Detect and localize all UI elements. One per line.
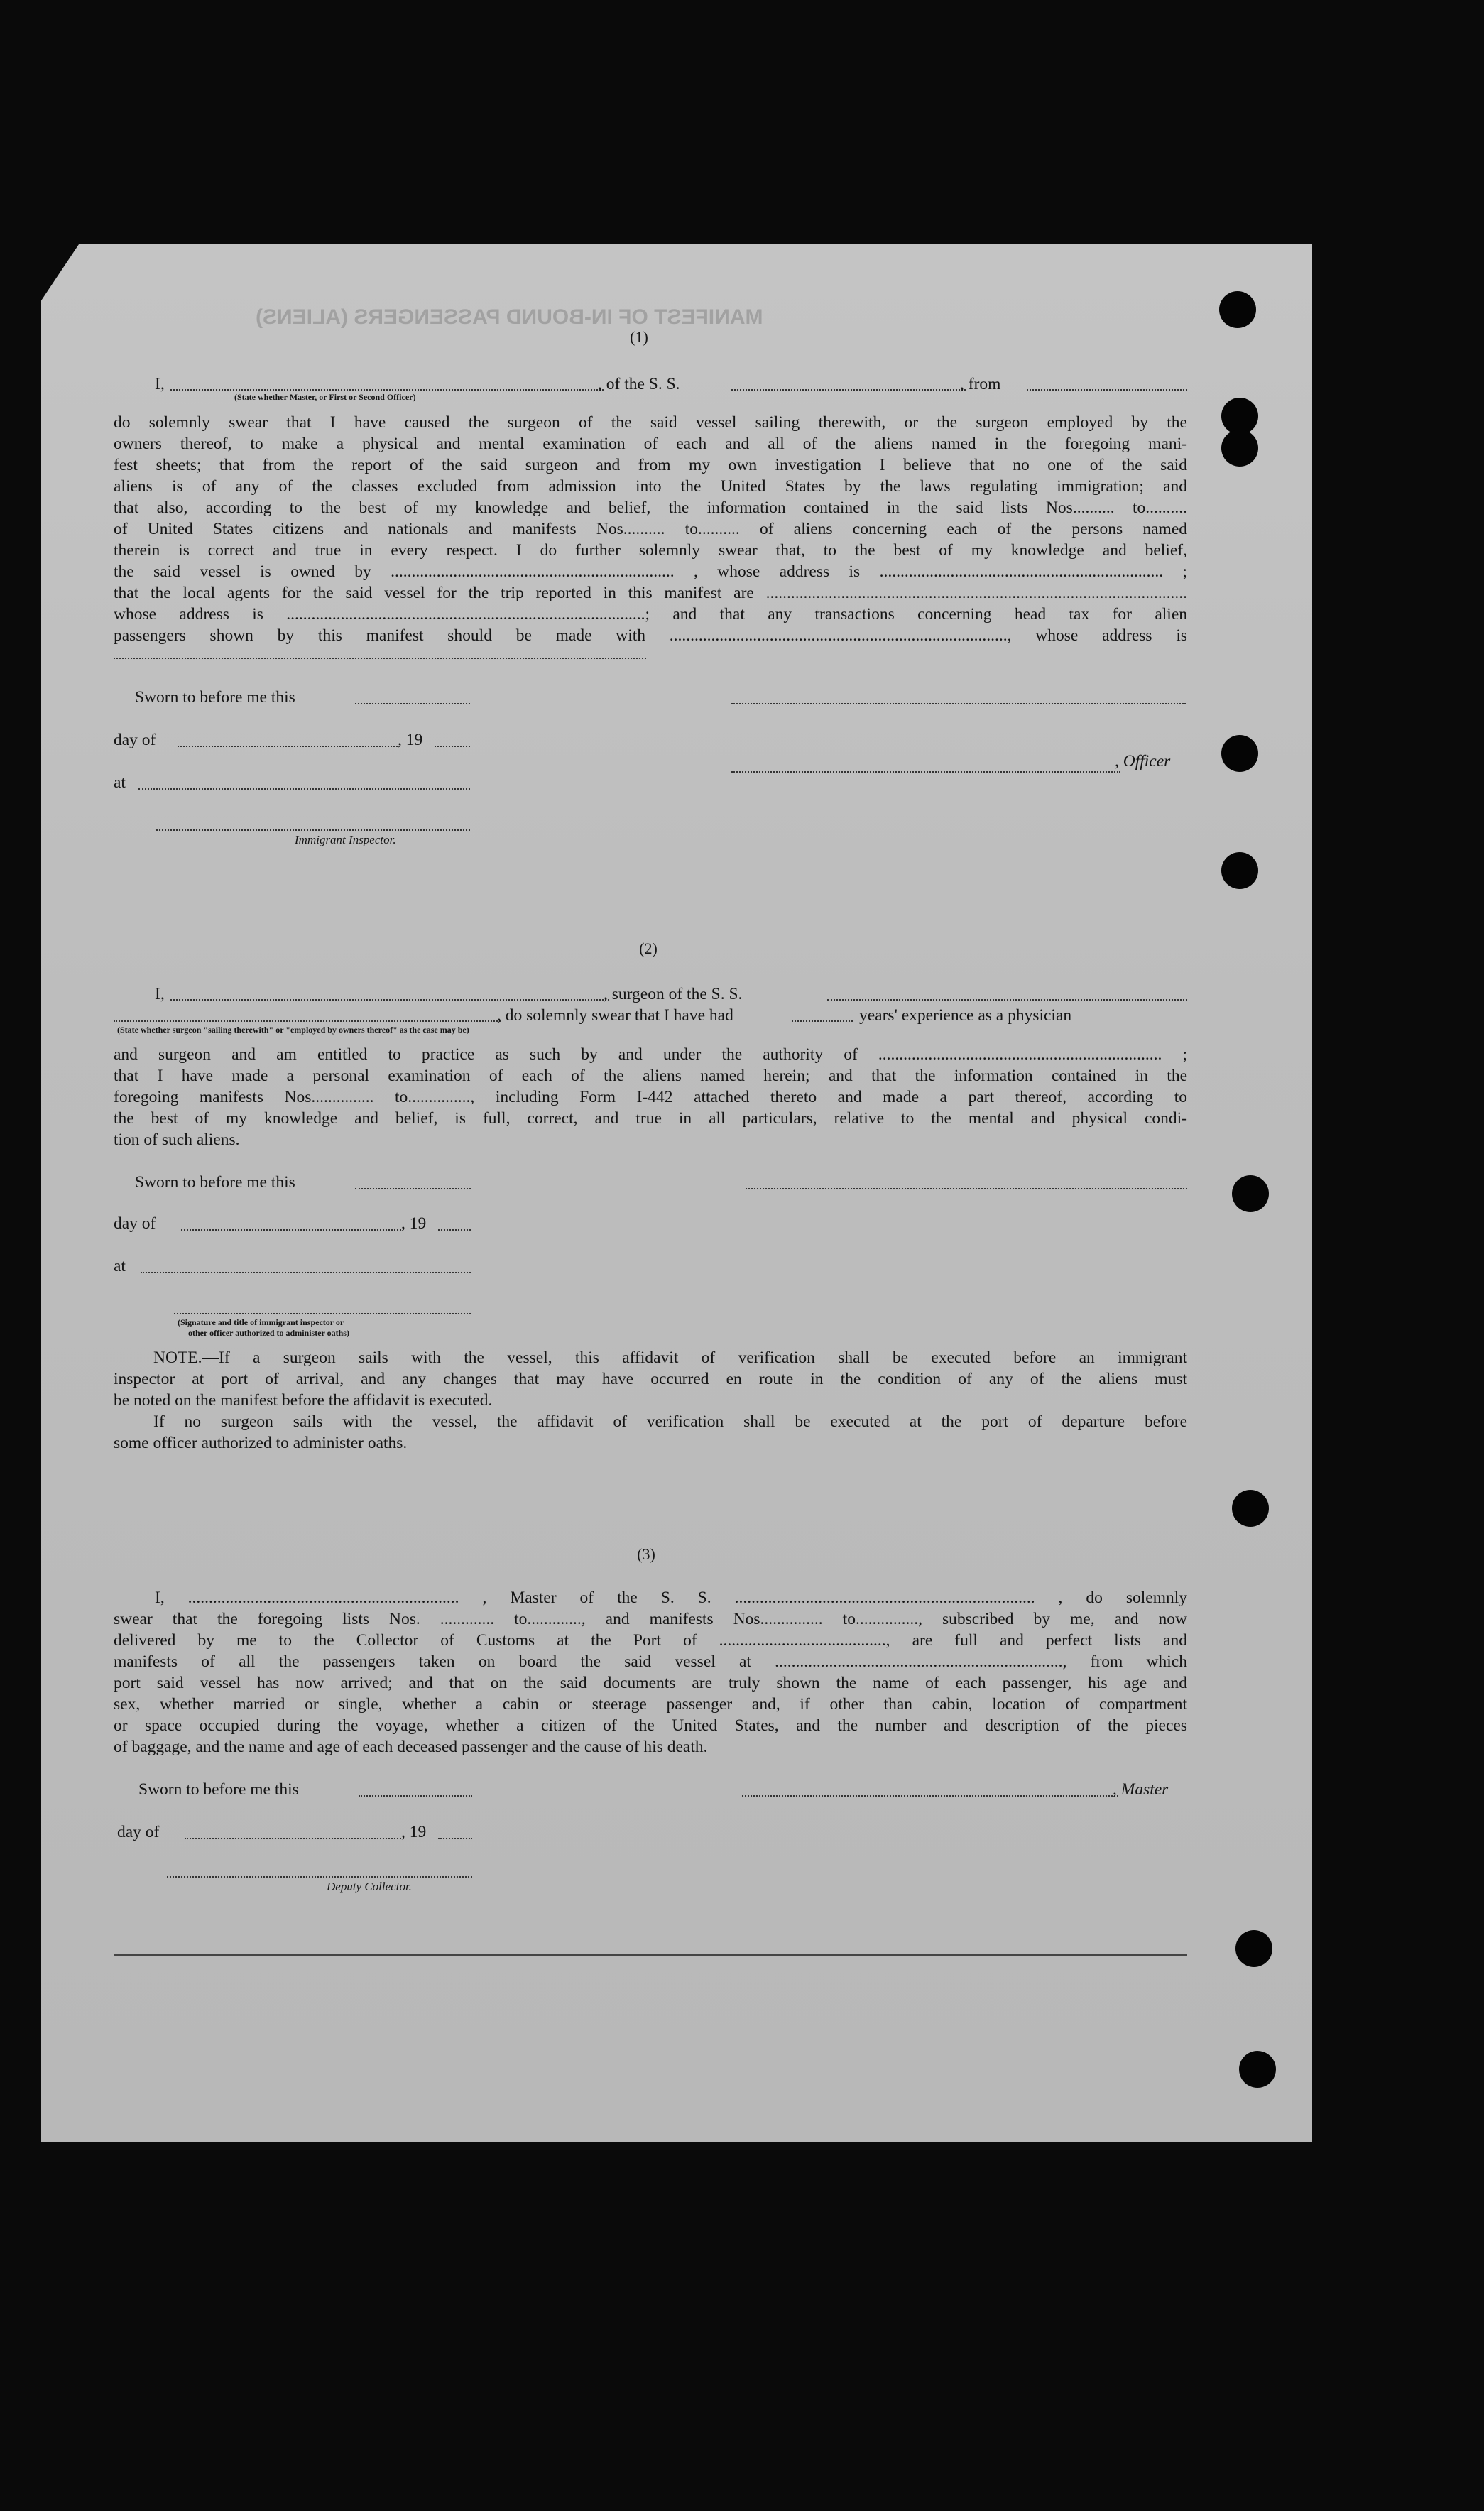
sec3-line: manifests of all the passengers taken on board the said vessel at ....................................................................., from which bbox=[114, 1652, 1187, 1671]
note-line: inspector at port of arrival, and any changes that may have occurred en route in the condition of any of the aliens must bbox=[114, 1370, 1187, 1388]
sec1-blank-sworn bbox=[355, 703, 470, 704]
bleed-through-text: MANIFEST OF IN-BOUND PASSENGERS (ALIENS) bbox=[256, 305, 763, 329]
section-3-heading: (3) bbox=[637, 1545, 655, 1563]
sec1-blank-from bbox=[1027, 389, 1187, 391]
sec1-blank-vessel bbox=[731, 389, 966, 391]
sec1-year: , 19 bbox=[398, 731, 423, 749]
sec3-blank-collector bbox=[167, 1876, 472, 1878]
sec1-day: day of bbox=[114, 731, 156, 749]
sec2-blank-years bbox=[792, 1020, 853, 1022]
section-1-heading: (1) bbox=[630, 328, 648, 346]
sec1-line: that also, according to the best of my knowledge and belief, the information contained in the said lists Nos.......... to.......... bbox=[114, 499, 1187, 517]
punch-hole bbox=[1221, 430, 1258, 467]
sec1-I: I, bbox=[155, 375, 165, 393]
sec2-blank-name bbox=[170, 999, 609, 1001]
sec1-blank-officer-sig bbox=[731, 703, 1186, 704]
sec1-blank-year bbox=[435, 746, 470, 747]
sec2-blank-sworn bbox=[355, 1188, 471, 1189]
note-line: some officer authorized to administer oaths. bbox=[114, 1434, 408, 1452]
punch-hole bbox=[1239, 2051, 1276, 2088]
sec1-line: owners thereof, to make a physical and mental examination of each and all of the aliens named in the foregoing mani- bbox=[114, 435, 1187, 453]
sec1-line: the said vessel is owned by .................................................................... , whose address is .................................................................... ; bbox=[114, 562, 1187, 581]
sec3-day: day of bbox=[117, 1823, 160, 1841]
sec2-surgeon-of: , surgeon of the S. S. bbox=[604, 985, 743, 1003]
sec3-master-label: , Master bbox=[1113, 1780, 1169, 1799]
sec3-line: I, ................................................................. , Master of the S. S. ........................................................................ , do solemnly bbox=[155, 1589, 1187, 1607]
sec1-line: passengers shown by this manifest should be made with ................................................................................., whose address is bbox=[114, 626, 1187, 645]
sec2-I: I, bbox=[155, 985, 165, 1003]
section-2-heading: (2) bbox=[639, 939, 658, 957]
sec1-sub-caption: (State whether Master, or First or Second Officer) bbox=[234, 392, 416, 402]
sec2-line: foregoing manifests Nos............... to..............., including Form I-442 attached thereto and made a part thereof, according to bbox=[114, 1088, 1187, 1106]
sec2-line: tion of such aliens. bbox=[114, 1131, 240, 1149]
sec1-blank-day bbox=[178, 746, 398, 747]
sec2-blank-day bbox=[181, 1229, 401, 1231]
sec3-blank-day bbox=[185, 1838, 401, 1839]
sec2-blank-year bbox=[438, 1229, 471, 1231]
sec2-line: and surgeon and am entitled to practice as such by and under the authority of .................................................................... ; bbox=[114, 1045, 1187, 1064]
sec1-blank-at bbox=[138, 788, 470, 790]
punch-hole bbox=[1219, 291, 1256, 328]
sec1-from: , from bbox=[960, 375, 1001, 393]
punch-hole bbox=[1235, 1930, 1272, 1967]
punch-hole bbox=[1232, 1175, 1269, 1212]
sec2-sig-caption-1: (Signature and title of immigrant inspector or bbox=[178, 1317, 344, 1327]
sec2-blank-role bbox=[114, 1020, 501, 1022]
punch-hole bbox=[1232, 1490, 1269, 1527]
sec2-at: at bbox=[114, 1257, 126, 1275]
sec1-officer-label: , Officer bbox=[1115, 752, 1171, 770]
sec1-line: aliens is of any of the classes excluded from admission into the United States by the laws regulating immigration; and bbox=[114, 477, 1187, 496]
sec2-day: day of bbox=[114, 1214, 156, 1233]
sec1-line: fest sheets; that from the report of the said surgeon and from my own investigation I believe that no one of the said bbox=[114, 456, 1187, 474]
sec2-line: the best of my knowledge and belief, is full, correct, and true in all particulars, relative to the mental and physical condi- bbox=[114, 1109, 1187, 1128]
sec1-blank-tail bbox=[114, 658, 646, 659]
sec1-blank-officer bbox=[731, 771, 1120, 773]
punch-hole bbox=[1221, 735, 1258, 772]
sec3-collector-label: Deputy Collector. bbox=[327, 1880, 412, 1893]
sec2-years: years' experience as a physician bbox=[859, 1006, 1072, 1025]
sec2-sub-caption: (State whether surgeon "sailing therewith" or "employed by owners thereof" as the case may be) bbox=[117, 1025, 469, 1035]
bottom-rule bbox=[114, 1954, 1187, 1956]
sec2-sworn: Sworn to before me this bbox=[135, 1173, 295, 1192]
sec2-blank-vessel bbox=[827, 999, 1187, 1001]
sec1-line: of United States citizens and nationals and manifests Nos.......... to.......... of aliens concerning each of the persons named bbox=[114, 520, 1187, 538]
note-line: be noted on the manifest before the affidavit is executed. bbox=[114, 1391, 493, 1410]
sec1-of-ss: , of the S. S. bbox=[598, 375, 680, 393]
sec1-line: therein is correct and true in every respect. I do further solemnly swear that, to the best of my knowledge and belief, bbox=[114, 541, 1187, 560]
sec2-blank-at bbox=[141, 1272, 471, 1273]
note-line: NOTE.—If a surgeon sails with the vessel, this affidavit of verification shall be executed before an immigrant bbox=[153, 1349, 1187, 1367]
sec2-blank-surgeon-sig bbox=[746, 1188, 1187, 1189]
sec3-year: , 19 bbox=[401, 1823, 427, 1841]
sec3-blank-master bbox=[742, 1795, 1118, 1797]
sec3-line: delivered by me to the Collector of Customs at the Port of ........................................, are full and perfect lists and bbox=[114, 1631, 1187, 1650]
sec1-line: whose address is ......................................................................................; and that any transactions concerning head tax for alien bbox=[114, 605, 1187, 623]
sec3-blank-year bbox=[438, 1838, 472, 1839]
sec1-line: that the local agents for the said vessel for the trip reported in this manifest are ..................................................................................................... bbox=[114, 584, 1187, 602]
sec1-blank-name bbox=[170, 389, 604, 391]
sec1-at: at bbox=[114, 773, 126, 792]
sec3-line: of baggage, and the name and age of each deceased passenger and the cause of his death. bbox=[114, 1738, 708, 1756]
sec1-line: do solemnly swear that I have caused the surgeon of the said vessel sailing therewith, or the surgeon employed by the bbox=[114, 413, 1187, 432]
sec2-swear: , do solemnly swear that I have had bbox=[497, 1006, 733, 1025]
sec3-line: swear that the foregoing lists Nos. ............. to............., and manifests Nos............... to..............., subscribed by me, and now bbox=[114, 1610, 1187, 1628]
note-line: If no surgeon sails with the vessel, the affidavit of verification shall be executed at the port of departure before bbox=[153, 1412, 1187, 1431]
sec3-line: sex, whether married or single, whether a cabin or steerage passenger and, if other than cabin, location of compartment bbox=[114, 1695, 1187, 1714]
sec1-inspector-label: Immigrant Inspector. bbox=[295, 833, 396, 846]
sec2-blank-sig bbox=[174, 1313, 471, 1314]
sec1-sworn: Sworn to before me this bbox=[135, 688, 295, 707]
sec3-sworn: Sworn to before me this bbox=[138, 1780, 299, 1799]
sec2-sig-caption-2: other officer authorized to administer oaths) bbox=[188, 1328, 349, 1338]
sec3-line: or space occupied during the voyage, whether a citizen of the United States, and the number and description of the pieces bbox=[114, 1716, 1187, 1735]
sec2-line: that I have made a personal examination of each of the aliens named herein; and that the information contained in the bbox=[114, 1067, 1187, 1085]
punch-hole bbox=[1221, 852, 1258, 889]
sec3-line: port said vessel has now arrived; and that on the said documents are truly shown the name of each passenger, his age and bbox=[114, 1674, 1187, 1692]
sec3-blank-sworn bbox=[359, 1795, 472, 1797]
sec2-year: , 19 bbox=[401, 1214, 427, 1233]
